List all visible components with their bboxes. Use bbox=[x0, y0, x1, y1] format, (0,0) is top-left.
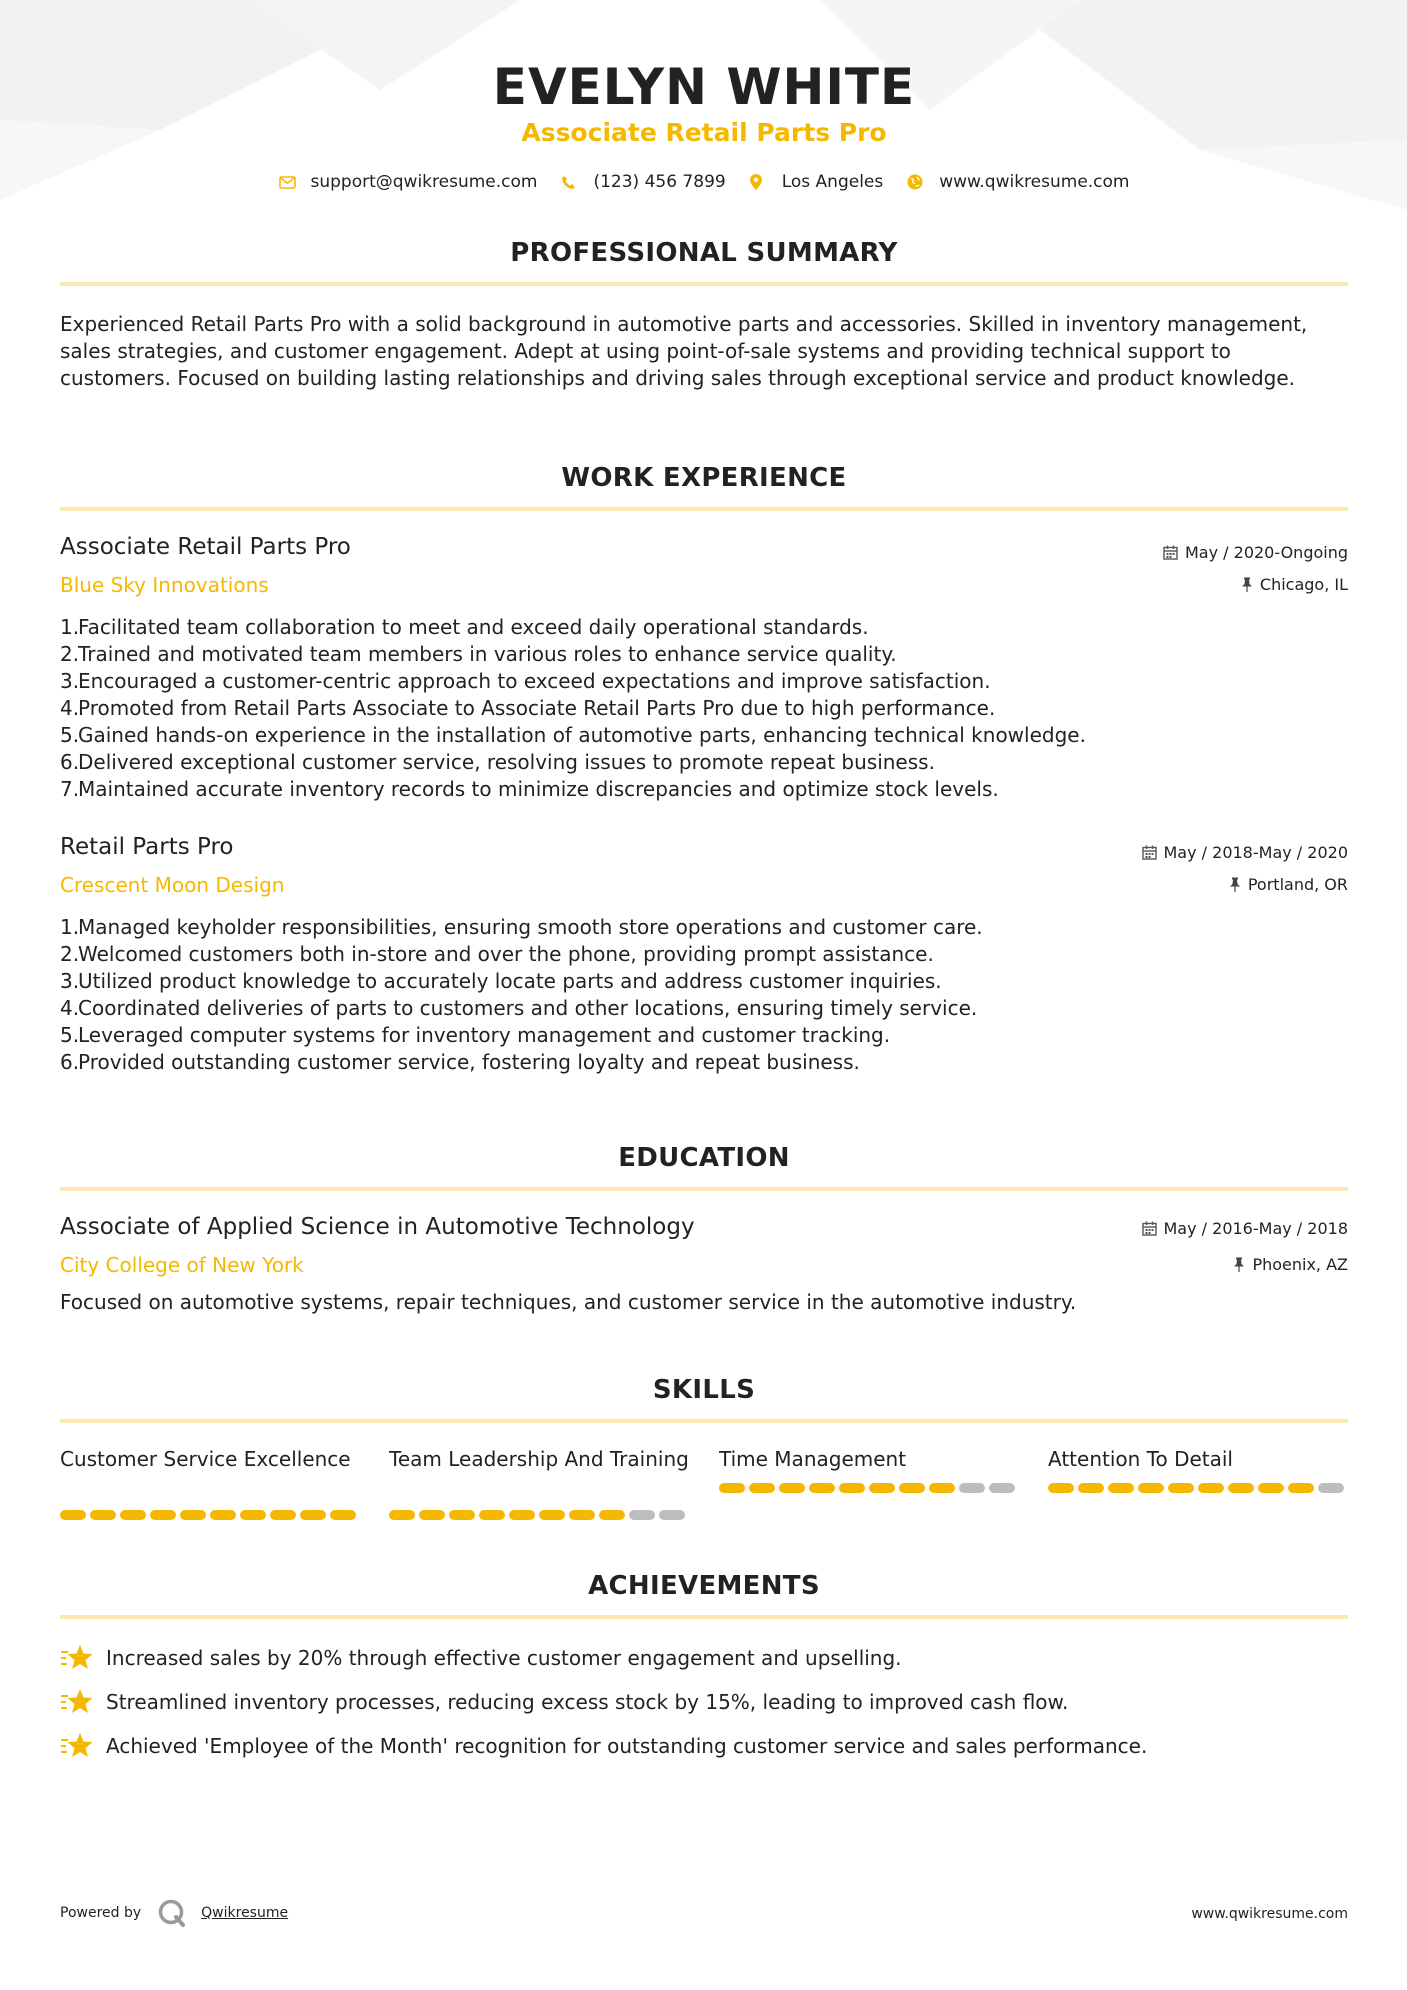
skill-segment-empty bbox=[659, 1510, 685, 1520]
list-item: 3. Utilized product knowledge to accurately locate parts and address customer inquiries. bbox=[60, 969, 942, 993]
skill-item bbox=[1048, 1446, 1348, 1473]
skill-name: Time Management bbox=[719, 1447, 907, 1471]
skill-segment-empty bbox=[959, 1483, 985, 1493]
degree-title: Associate of Applied Science in Automotive Technology bbox=[60, 1214, 695, 1240]
skill-segment-filled bbox=[150, 1510, 176, 1520]
skill-segment-filled bbox=[539, 1510, 565, 1520]
contact-location-text: Los Angeles bbox=[781, 172, 884, 192]
list-item: 6. Delivered exceptional customer service, resolving issues to promote repeat business. bbox=[60, 750, 935, 774]
skill-segment-filled bbox=[809, 1483, 835, 1493]
skill-level-bar bbox=[1048, 1483, 1344, 1493]
achievement-item bbox=[60, 1687, 1348, 1717]
skill-segment-filled bbox=[719, 1483, 745, 1493]
contact-website[interactable] bbox=[907, 172, 1129, 192]
skill-segment-filled bbox=[240, 1510, 266, 1520]
skill-item bbox=[60, 1446, 360, 1473]
skill-segment-filled bbox=[210, 1510, 236, 1520]
skill-level-bar bbox=[389, 1510, 685, 1520]
footer-url[interactable]: www.qwikresume.com bbox=[1191, 1906, 1348, 1922]
education-dates-text: May / 2016-May / 2018 bbox=[1163, 1219, 1348, 1238]
skills-divider bbox=[60, 1419, 1348, 1423]
star-icon bbox=[60, 1731, 94, 1761]
education-dates bbox=[1142, 1219, 1349, 1238]
summary-divider bbox=[60, 282, 1348, 286]
star-icon bbox=[60, 1687, 94, 1717]
skill-item bbox=[389, 1446, 689, 1473]
job-dates bbox=[1142, 843, 1349, 862]
skill-level-bar bbox=[60, 1510, 356, 1520]
list-item: 2. Trained and motivated team members in various roles to enhance service quality. bbox=[60, 642, 897, 666]
skill-segment-filled bbox=[749, 1483, 775, 1493]
skill-segment-filled bbox=[120, 1510, 146, 1520]
skill-name: Customer Service Excellence bbox=[60, 1447, 351, 1471]
skill-segment-empty bbox=[629, 1510, 655, 1520]
skill-segment-filled bbox=[929, 1483, 955, 1493]
list-item: 7. Maintained accurate inventory records to minimize discrepancies and optimize stock levels. bbox=[60, 777, 999, 801]
candidate-title: Associate Retail Parts Pro bbox=[521, 118, 887, 147]
achievement-item bbox=[60, 1731, 1348, 1761]
list-item: 3. Encouraged a customer-centric approach to exceed expectations and improve satisfaction. bbox=[60, 669, 991, 693]
list-item: 5. Gained hands-on experience in the installation of automotive parts, enhancing technical knowledge. bbox=[60, 723, 1086, 747]
footer-powered-by bbox=[60, 1898, 288, 1928]
calendar-icon bbox=[1142, 1221, 1157, 1236]
skill-segment-filled bbox=[479, 1510, 505, 1520]
achievement-text: Achieved 'Employee of the Month' recognition for outstanding customer service and sales performance. bbox=[106, 1734, 1148, 1758]
skill-segment-filled bbox=[839, 1483, 865, 1493]
pushpin-icon bbox=[1233, 1257, 1245, 1272]
job-dates bbox=[1163, 543, 1348, 562]
job-location bbox=[1229, 875, 1348, 894]
contact-phone-text: (123) 456 7899 bbox=[593, 172, 726, 192]
achievements-divider bbox=[60, 1615, 1348, 1619]
job-title: Associate Retail Parts Pro bbox=[60, 534, 351, 560]
experience-divider bbox=[60, 507, 1348, 511]
skills-heading: SKILLS bbox=[652, 1375, 756, 1405]
list-item: 1. Managed keyholder responsibilities, ensuring smooth store operations and customer care. bbox=[60, 915, 983, 939]
skill-segment-filled bbox=[779, 1483, 805, 1493]
skill-segment-filled bbox=[1108, 1483, 1134, 1493]
envelope-icon bbox=[279, 176, 297, 189]
skill-segment-filled bbox=[599, 1510, 625, 1520]
job-bullets bbox=[60, 614, 1348, 803]
powered-by-label: Powered by bbox=[60, 1905, 142, 1921]
pushpin-icon bbox=[1241, 577, 1253, 592]
skill-segment-filled bbox=[60, 1510, 86, 1520]
contact-location bbox=[750, 172, 884, 192]
contact-phone[interactable] bbox=[561, 172, 725, 192]
skill-segment-filled bbox=[1228, 1483, 1254, 1493]
job-bullets bbox=[60, 914, 1348, 1076]
education-divider bbox=[60, 1187, 1348, 1191]
skill-segment-filled bbox=[1168, 1483, 1194, 1493]
contact-bar bbox=[60, 172, 1348, 192]
summary-heading: PROFESSIONAL SUMMARY bbox=[510, 238, 898, 268]
skill-segment-filled bbox=[330, 1510, 356, 1520]
list-item: 4. Coordinated deliveries of parts to customers and other locations, ensuring timely service. bbox=[60, 996, 978, 1020]
school-name: City College of New York bbox=[60, 1253, 304, 1277]
skill-segment-filled bbox=[300, 1510, 326, 1520]
qwikresume-logo-icon bbox=[157, 1898, 187, 1928]
list-item: 2. Welcomed customers both in-store and over the phone, providing prompt assistance. bbox=[60, 942, 934, 966]
contact-website-text: www.qwikresume.com bbox=[939, 172, 1130, 192]
education-heading: EDUCATION bbox=[618, 1143, 790, 1173]
job-title: Retail Parts Pro bbox=[60, 834, 234, 860]
list-item: 4. Promoted from Retail Parts Associate to Associate Retail Parts Pro due to high performance. bbox=[60, 696, 996, 720]
job-dates-text: May / 2018-May / 2020 bbox=[1163, 843, 1348, 862]
skill-item bbox=[719, 1446, 1019, 1473]
skill-segment-filled bbox=[1078, 1483, 1104, 1493]
skill-segment-filled bbox=[509, 1510, 535, 1520]
skill-segment-filled bbox=[1048, 1483, 1074, 1493]
company-name: Crescent Moon Design bbox=[60, 873, 285, 897]
education-location bbox=[1233, 1255, 1348, 1274]
achievement-text: Streamlined inventory processes, reducing excess stock by 15%, leading to improved cash flow. bbox=[106, 1690, 1069, 1714]
summary-text: Experienced Retail Parts Pro with a solid background in automotive parts and accessories. Skilled in inventory management, sales strategies, and customer engagement. Adept at using point-of-sale systems and providing technical support to customers. Focused on building lasting relationships and driving sales through exceptional service and product knowledge. bbox=[60, 312, 1308, 390]
contact-email[interactable] bbox=[279, 172, 538, 192]
achievements-heading: ACHIEVEMENTS bbox=[588, 1571, 820, 1601]
education-location-text: Phoenix, AZ bbox=[1252, 1255, 1348, 1274]
skill-segment-filled bbox=[90, 1510, 116, 1520]
skill-segment-filled bbox=[1138, 1483, 1164, 1493]
phone-icon bbox=[561, 175, 579, 190]
skill-segment-empty bbox=[989, 1483, 1015, 1493]
resume-page bbox=[60, 0, 1348, 1990]
skill-segment-filled bbox=[180, 1510, 206, 1520]
job-dates-text: May / 2020-Ongoing bbox=[1185, 543, 1348, 562]
star-icon bbox=[60, 1643, 94, 1673]
education-description: Focused on automotive systems, repair techniques, and customer service in the automotive industry. bbox=[60, 1290, 1077, 1314]
company-name: Blue Sky Innovations bbox=[60, 573, 269, 597]
qwikresume-link[interactable]: Qwikresume bbox=[201, 1905, 289, 1921]
skill-level-bar bbox=[719, 1483, 1015, 1493]
calendar-icon bbox=[1163, 545, 1178, 560]
skill-segment-filled bbox=[569, 1510, 595, 1520]
skill-segment-filled bbox=[1198, 1483, 1224, 1493]
list-item: 1. Facilitated team collaboration to meet and exceed daily operational standards. bbox=[60, 615, 869, 639]
skill-segment-filled bbox=[389, 1510, 415, 1520]
globe-icon bbox=[907, 174, 925, 190]
skill-segment-filled bbox=[869, 1483, 895, 1493]
skill-segment-filled bbox=[419, 1510, 445, 1520]
achievement-text: Increased sales by 20% through effective customer engagement and upselling. bbox=[106, 1646, 902, 1670]
skill-segment-empty bbox=[1318, 1483, 1344, 1493]
contact-email-text: support@qwikresume.com bbox=[310, 172, 538, 192]
skill-segment-filled bbox=[899, 1483, 925, 1493]
job-location-text: Portland, OR bbox=[1247, 875, 1348, 894]
job-location-text: Chicago, IL bbox=[1259, 575, 1348, 594]
skill-segment-filled bbox=[1258, 1483, 1284, 1493]
skill-name: Attention To Detail bbox=[1048, 1447, 1233, 1471]
experience-heading: WORK EXPERIENCE bbox=[561, 463, 847, 493]
skill-segment-filled bbox=[270, 1510, 296, 1520]
skill-segment-filled bbox=[449, 1510, 475, 1520]
job-location bbox=[1241, 575, 1348, 594]
skill-segment-filled bbox=[1288, 1483, 1314, 1493]
calendar-icon bbox=[1142, 845, 1157, 860]
pushpin-icon bbox=[1229, 877, 1241, 892]
achievement-item bbox=[60, 1643, 1348, 1673]
map-pin-icon bbox=[750, 174, 768, 190]
list-item: 5. Leveraged computer systems for inventory management and customer tracking. bbox=[60, 1023, 891, 1047]
candidate-name: EVELYN WHITE bbox=[492, 58, 916, 116]
skill-name: Team Leadership And Training bbox=[389, 1447, 689, 1471]
list-item: 6. Provided outstanding customer service, fostering loyalty and repeat business. bbox=[60, 1050, 860, 1074]
